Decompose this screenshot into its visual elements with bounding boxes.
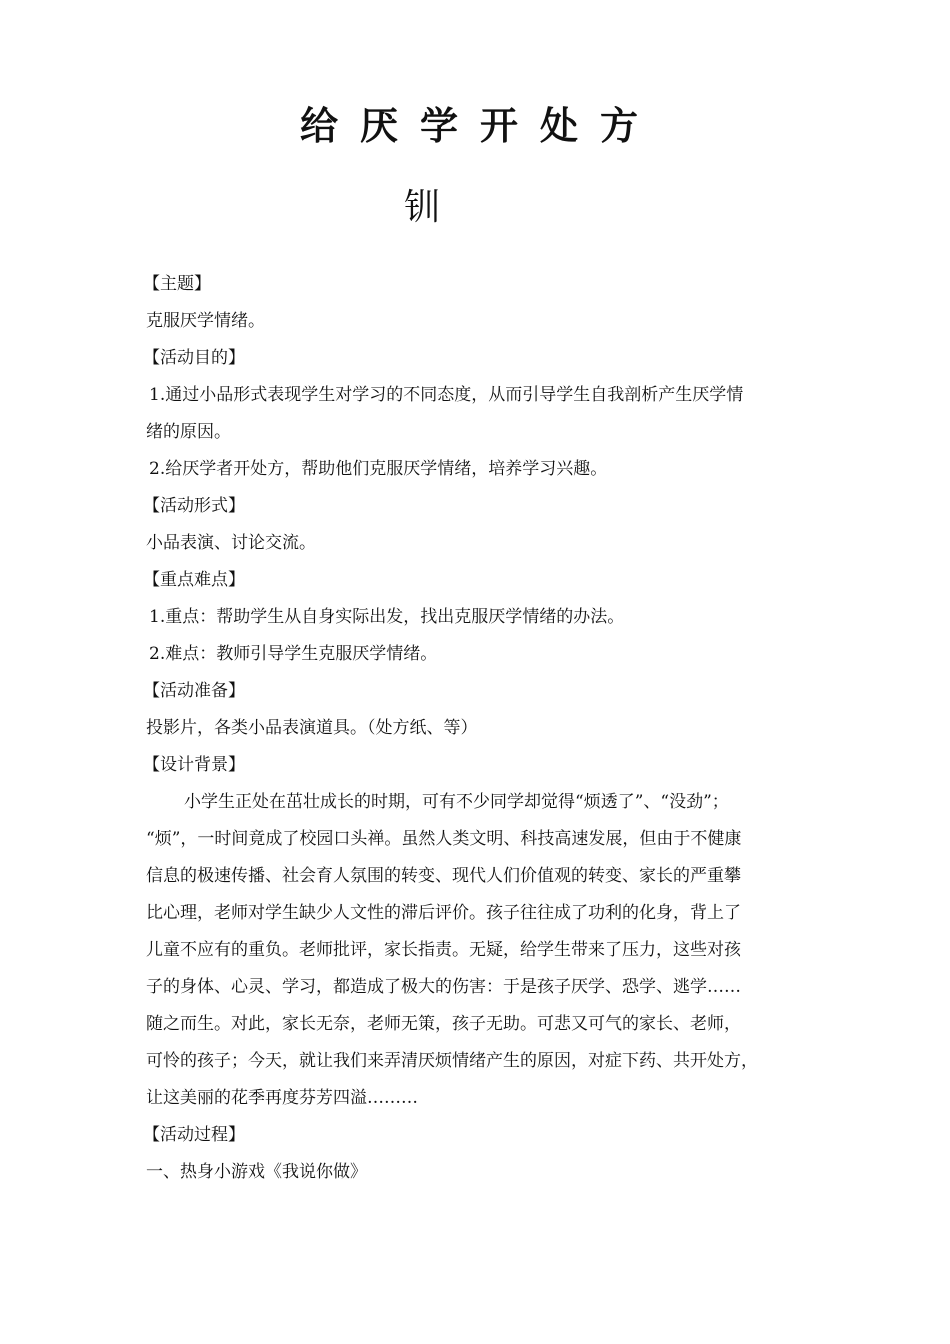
section-heading-preparation: 【活动准备】 bbox=[143, 681, 245, 701]
background-line-4: 比心理，老师对学生缺少人文性的滞后评价。孩子往往成了功利的化身，背上了 bbox=[146, 903, 741, 923]
preparation-text: 投影片，各类小品表演道具。（处方纸、等） bbox=[146, 718, 478, 738]
background-line-3: 信息的极速传播、社会育人氛围的转变、现代人们价值观的转变、家长的严重攀 bbox=[146, 866, 741, 886]
document-body bbox=[143, 266, 810, 1191]
key-point-2: 2.难点：教师引导学生克服厌学情绪。 bbox=[149, 644, 438, 664]
process-step-1: 一、热身小游戏《我说你做》 bbox=[146, 1162, 367, 1182]
background-line-1: 小学生正处在茁壮成长的时期，可有不少同学却觉得“烦透了”、“没劲”； bbox=[184, 792, 729, 812]
goal-item-1-line-1: 1.通过小品形式表现学生对学习的不同态度，从而引导学生自我剖析产生厌学情 bbox=[149, 385, 744, 405]
section-heading-form: 【活动形式】 bbox=[143, 496, 245, 516]
background-line-7: 随之而生。对此，家长无奈，老师无策，孩子无助。可悲又可气的家长、老师， bbox=[146, 1014, 741, 1034]
form-text: 小品表演、讨论交流。 bbox=[146, 533, 316, 553]
section-heading-process: 【活动过程】 bbox=[143, 1125, 245, 1145]
section-heading-theme: 【主题】 bbox=[143, 274, 211, 294]
section-heading-background: 【设计背景】 bbox=[143, 755, 245, 775]
background-line-8: 可怜的孩子；今天，就让我们来弄清厌烦情绪产生的原因，对症下药、共开处方， bbox=[146, 1051, 758, 1071]
background-line-5: 儿童不应有的重负。老师批评，家长指责。无疑，给学生带来了压力，这些对孩 bbox=[146, 940, 741, 960]
background-line-6: 子的身体、心灵、学习，都造成了极大的伤害：于是孩子厌学、恐学、逃学…… bbox=[146, 977, 741, 997]
document-title: 给厌学开处方 bbox=[299, 104, 660, 148]
goal-item-2: 2.给厌学者开处方，帮助他们克服厌学情绪，培养学习兴趣。 bbox=[149, 459, 608, 479]
section-heading-goal: 【活动目的】 bbox=[143, 348, 245, 368]
background-line-9: 让这美丽的花季再度芬芳四溢……… bbox=[146, 1088, 418, 1108]
key-point-1: 1.重点：帮助学生从自身实际出发，找出克服厌学情绪的办法。 bbox=[149, 607, 625, 627]
theme-text: 克服厌学情绪。 bbox=[146, 311, 265, 331]
document-subtitle: 钏 bbox=[404, 187, 441, 228]
background-line-2: “烦”，一时间竟成了校园口头禅。虽然人类文明、科技高速发展，但由于不健康 bbox=[146, 829, 742, 849]
section-heading-key-points: 【重点难点】 bbox=[143, 570, 245, 590]
goal-item-1-line-2: 绪的原因。 bbox=[146, 422, 231, 442]
